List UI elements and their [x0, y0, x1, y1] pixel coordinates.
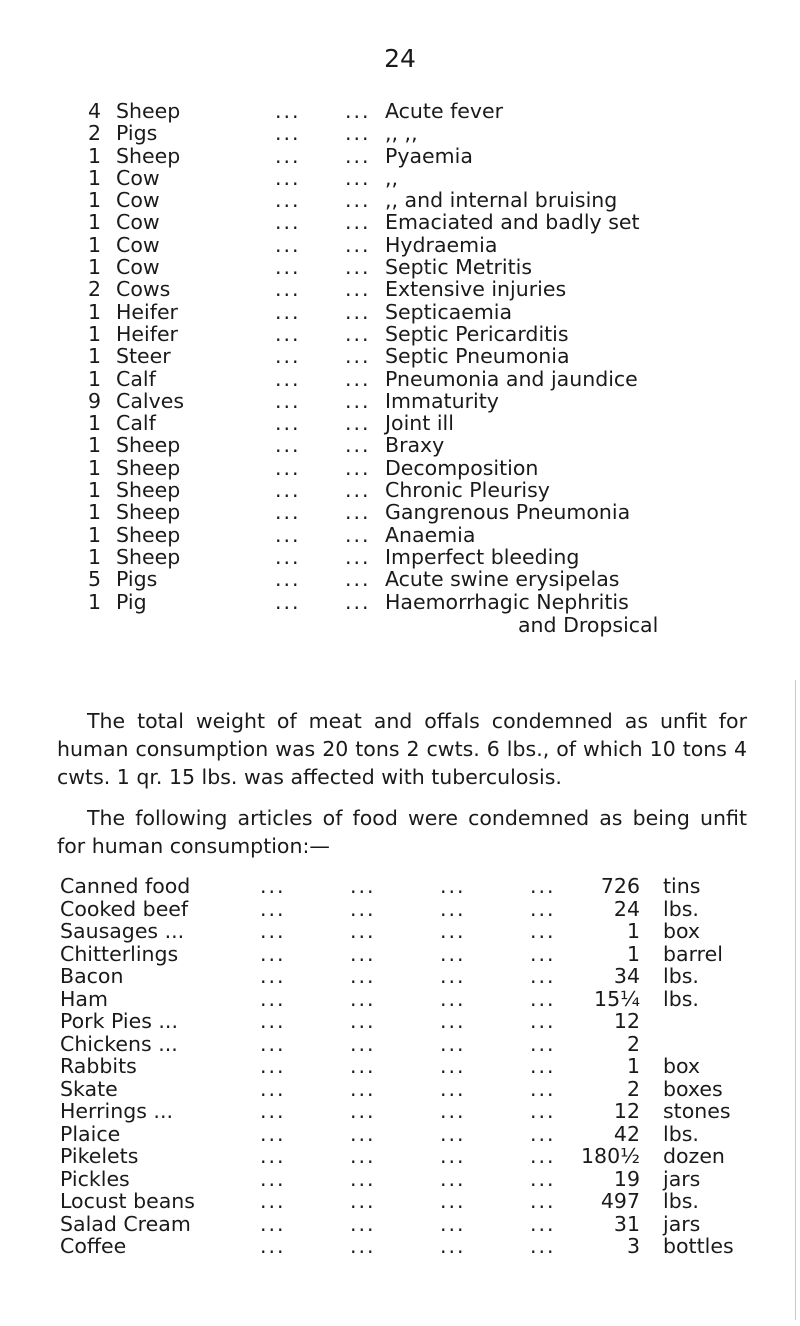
- leader-dots: ...: [350, 919, 376, 943]
- leader-dots: ...: [275, 277, 301, 302]
- condemned-animal-row: [85, 323, 785, 345]
- condemned-animal-row: [85, 368, 785, 390]
- food-amount: 12: [613, 1099, 640, 1123]
- animal-quantity: 1: [87, 500, 101, 525]
- food-unit: boxes: [663, 1076, 723, 1101]
- leader-dots: ...: [440, 1031, 466, 1056]
- leader-dots: ...: [440, 941, 466, 966]
- leader-dots: ...: [275, 344, 301, 369]
- leader-dots: ...: [345, 455, 371, 480]
- leader-dots: ...: [275, 188, 301, 213]
- animal-quantity: 1: [87, 478, 101, 503]
- animal-condition: Chronic Pleurisy: [385, 478, 550, 503]
- food-unit: bottles: [663, 1234, 734, 1258]
- food-item: Coffee: [60, 1234, 127, 1258]
- condemned-animal-row: [85, 546, 785, 568]
- condemned-animal-row: [85, 591, 785, 613]
- food-unit: barrel: [663, 941, 723, 966]
- animal-condition: Anaemia: [385, 522, 476, 547]
- animal-condition: Pneumonia and jaundice: [385, 366, 638, 391]
- leader-dots: ...: [260, 1031, 286, 1056]
- animal-type: Sheep: [116, 544, 181, 569]
- leader-dots: ...: [530, 1121, 556, 1146]
- animal-condition: Joint ill: [385, 411, 454, 436]
- leader-dots: ...: [260, 1211, 286, 1236]
- food-row: [60, 943, 780, 966]
- animal-type: Sheep: [116, 478, 181, 503]
- food-item: Skate: [60, 1076, 118, 1101]
- paragraph-total-weight: [57, 707, 747, 791]
- animal-condition: Immaturity: [385, 388, 499, 413]
- condemned-animal-row: [85, 301, 785, 323]
- leader-dots: ...: [275, 411, 301, 436]
- food-unit: stones: [663, 1099, 731, 1123]
- food-amount: 2: [626, 1031, 640, 1056]
- leader-dots: ...: [350, 1166, 376, 1191]
- leader-dots: ...: [275, 366, 301, 391]
- leader-dots: ...: [260, 1121, 286, 1146]
- food-row: [60, 875, 780, 898]
- food-item: Pork Pies ...: [60, 1009, 178, 1033]
- leader-dots: ...: [530, 1054, 556, 1078]
- leader-dots: ...: [350, 1121, 376, 1146]
- animal-quantity: 1: [87, 522, 101, 547]
- food-unit: lbs.: [663, 964, 699, 988]
- leader-dots: ...: [260, 1076, 286, 1101]
- food-row: [60, 1078, 780, 1101]
- leader-dots: ...: [350, 1009, 376, 1033]
- leader-dots: ...: [440, 919, 466, 943]
- food-row: [60, 1213, 780, 1236]
- food-unit: lbs.: [663, 896, 699, 921]
- animal-condition: ,, and internal bruising: [385, 188, 618, 213]
- page-edge-line: [795, 680, 796, 1320]
- leader-dots: ...: [350, 1076, 376, 1101]
- animal-type: Sheep: [116, 455, 181, 480]
- leader-dots: ...: [345, 299, 371, 324]
- leader-dots: ...: [345, 500, 371, 525]
- animal-condition: Hydraemia: [385, 232, 498, 257]
- leader-dots: ...: [440, 1234, 466, 1258]
- food-row: [60, 1168, 780, 1191]
- food-row: [60, 898, 780, 921]
- food-row: [60, 1010, 780, 1033]
- leader-dots: ...: [260, 941, 286, 966]
- food-amount: 1: [626, 1054, 640, 1078]
- leader-dots: ...: [275, 121, 301, 146]
- condemned-animal-row: [85, 412, 785, 434]
- food-amount: 31: [613, 1211, 640, 1236]
- food-row: [60, 988, 780, 1011]
- food-item: Rabbits: [60, 1054, 137, 1078]
- leader-dots: ...: [260, 1054, 286, 1078]
- animal-quantity: 4: [87, 99, 101, 123]
- animal-condition: Extensive injuries: [385, 277, 567, 302]
- animal-condition: Imperfect bleeding: [385, 544, 580, 569]
- leader-dots: ...: [350, 896, 376, 921]
- condemned-animal-row: [85, 189, 785, 211]
- condemned-animal-row: [85, 145, 785, 167]
- leader-dots: ...: [345, 544, 371, 569]
- leader-dots: ...: [440, 874, 466, 898]
- food-row: [60, 1055, 780, 1078]
- leader-dots: ...: [260, 896, 286, 921]
- leader-dots: ...: [530, 964, 556, 988]
- leader-dots: ...: [260, 986, 286, 1011]
- animal-type: Cow: [116, 165, 160, 190]
- leader-dots: ...: [345, 567, 371, 592]
- leader-dots: ...: [345, 232, 371, 257]
- food-row: [60, 1190, 780, 1213]
- food-unit: lbs.: [663, 1121, 699, 1146]
- food-unit: dozen: [663, 1144, 725, 1168]
- condemned-animal-row: [85, 278, 785, 300]
- animal-quantity: 1: [87, 143, 101, 168]
- leader-dots: ...: [345, 121, 371, 146]
- paragraph-total-weight-text: The total weight of meat and offals condemned as unfit for human consumption was 20 tons 2 cwts. 6 lbs., of which 10 tons 4 cwts. 1 qr. 15 lbs. was affected with tuberculosis.: [57, 709, 747, 789]
- leader-dots: ...: [345, 388, 371, 413]
- food-amount: 180½: [581, 1144, 640, 1168]
- leader-dots: ...: [530, 986, 556, 1011]
- leader-dots: ...: [345, 210, 371, 235]
- food-unit: lbs.: [663, 986, 699, 1011]
- animal-condition: Septicaemia: [385, 299, 513, 324]
- leader-dots: ...: [275, 143, 301, 168]
- animal-type: Sheep: [116, 522, 181, 547]
- leader-dots: ...: [275, 522, 301, 547]
- leader-dots: ...: [530, 1144, 556, 1168]
- leader-dots: ...: [350, 1189, 376, 1213]
- animal-type: Calf: [116, 366, 156, 391]
- condemned-animal-row: [85, 568, 785, 590]
- leader-dots: ...: [345, 366, 371, 391]
- leader-dots: ...: [440, 1144, 466, 1168]
- animal-condition: ,,: [385, 165, 399, 190]
- animal-quantity: 1: [87, 210, 101, 235]
- animal-condition: Septic Pericarditis: [385, 321, 569, 346]
- leader-dots: ...: [440, 1054, 466, 1078]
- leader-dots: ...: [530, 1234, 556, 1258]
- leader-dots: ...: [275, 388, 301, 413]
- leader-dots: ...: [275, 99, 301, 123]
- animal-type: Sheep: [116, 433, 181, 458]
- leader-dots: ...: [350, 1031, 376, 1056]
- condemned-animal-row: [85, 211, 785, 233]
- animal-type: Cow: [116, 232, 160, 257]
- leader-dots: ...: [260, 1189, 286, 1213]
- leader-dots: ...: [275, 455, 301, 480]
- animal-condition: Septic Metritis: [385, 255, 533, 280]
- food-row: [60, 1100, 780, 1123]
- leader-dots: ...: [345, 321, 371, 346]
- leader-dots: ...: [345, 433, 371, 458]
- leader-dots: ...: [275, 232, 301, 257]
- leader-dots: ...: [350, 1054, 376, 1078]
- leader-dots: ...: [440, 896, 466, 921]
- animal-type: Pig: [116, 589, 147, 614]
- animal-condition: Haemorrhagic Nephritis: [385, 589, 629, 614]
- leader-dots: ...: [345, 522, 371, 547]
- condition-continuation: and Dropsical: [518, 612, 659, 637]
- animal-type: Cow: [116, 188, 160, 213]
- food-item: Salad Cream: [60, 1211, 191, 1236]
- food-item: Pickles: [60, 1166, 130, 1191]
- food-row: [60, 1145, 780, 1168]
- condemned-animal-row: [85, 345, 785, 367]
- leader-dots: ...: [440, 964, 466, 988]
- animal-quantity: 9: [87, 388, 101, 413]
- leader-dots: ...: [345, 589, 371, 614]
- leader-dots: ...: [530, 1166, 556, 1191]
- condemned-animal-row: [85, 457, 785, 479]
- leader-dots: ...: [440, 1189, 466, 1213]
- leader-dots: ...: [275, 544, 301, 569]
- leader-dots: ...: [530, 874, 556, 898]
- condition-continuation-row: [85, 613, 785, 637]
- food-unit: box: [663, 1054, 701, 1078]
- leader-dots: ...: [530, 941, 556, 966]
- leader-dots: ...: [530, 1031, 556, 1056]
- condemned-animal-row: [85, 501, 785, 523]
- paragraph-articles: [57, 804, 747, 860]
- leader-dots: ...: [260, 1144, 286, 1168]
- animal-condition: Emaciated and badly set: [385, 210, 640, 235]
- leader-dots: ...: [345, 188, 371, 213]
- leader-dots: ...: [275, 321, 301, 346]
- animal-quantity: 1: [87, 411, 101, 436]
- food-unit: lbs.: [663, 1189, 699, 1213]
- food-item: Chitterlings: [60, 941, 179, 966]
- animal-type: Calf: [116, 411, 156, 436]
- animal-type: Steer: [116, 344, 171, 369]
- food-item: Ham: [60, 986, 108, 1011]
- page-number: 24: [384, 44, 416, 73]
- leader-dots: ...: [345, 277, 371, 302]
- food-row: [60, 1235, 780, 1258]
- animal-quantity: 1: [87, 366, 101, 391]
- food-row: [60, 965, 780, 988]
- food-amount: 15¼: [594, 986, 640, 1011]
- animal-type: Pigs: [116, 567, 158, 592]
- leader-dots: ...: [350, 1234, 376, 1258]
- condemned-animal-row: [85, 100, 785, 122]
- food-item: Plaice: [60, 1121, 121, 1146]
- animal-quantity: 1: [87, 455, 101, 480]
- animal-type: Sheep: [116, 500, 181, 525]
- leader-dots: ...: [345, 344, 371, 369]
- food-amount: 2: [626, 1076, 640, 1101]
- animal-type: Cow: [116, 210, 160, 235]
- animal-quantity: 1: [87, 232, 101, 257]
- condemned-animal-row: [85, 524, 785, 546]
- leader-dots: ...: [530, 1076, 556, 1101]
- condemned-animal-row: [85, 256, 785, 278]
- animal-quantity: 1: [87, 433, 101, 458]
- animal-condition: Decomposition: [385, 455, 539, 480]
- animal-quantity: 5: [87, 567, 101, 592]
- animal-type: Heifer: [116, 321, 178, 346]
- leader-dots: ...: [345, 411, 371, 436]
- food-row: [60, 1123, 780, 1146]
- condemned-food-table: [60, 875, 780, 1258]
- leader-dots: ...: [260, 919, 286, 943]
- leader-dots: ...: [350, 1144, 376, 1168]
- leader-dots: ...: [275, 210, 301, 235]
- leader-dots: ...: [260, 1099, 286, 1123]
- leader-dots: ...: [530, 1099, 556, 1123]
- animal-quantity: 1: [87, 188, 101, 213]
- leader-dots: ...: [530, 919, 556, 943]
- leader-dots: ...: [275, 589, 301, 614]
- animal-type: Cows: [116, 277, 171, 302]
- condemned-animals-table: [85, 100, 785, 637]
- condemned-animal-row: [85, 390, 785, 412]
- leader-dots: ...: [440, 986, 466, 1011]
- animal-quantity: 1: [87, 321, 101, 346]
- food-row: [60, 920, 780, 943]
- leader-dots: ...: [350, 1211, 376, 1236]
- animal-quantity: 2: [87, 121, 101, 146]
- condemned-animal-row: [85, 479, 785, 501]
- animal-quantity: 1: [87, 255, 101, 280]
- leader-dots: ...: [350, 964, 376, 988]
- leader-dots: ...: [275, 165, 301, 190]
- leader-dots: ...: [275, 478, 301, 503]
- leader-dots: ...: [530, 1211, 556, 1236]
- leader-dots: ...: [440, 1076, 466, 1101]
- food-item: Chickens ...: [60, 1031, 178, 1056]
- condemned-animal-row: [85, 434, 785, 456]
- leader-dots: ...: [440, 1009, 466, 1033]
- leader-dots: ...: [440, 1121, 466, 1146]
- animal-type: Sheep: [116, 143, 181, 168]
- leader-dots: ...: [275, 255, 301, 280]
- leader-dots: ...: [275, 500, 301, 525]
- condemned-animal-row: [85, 167, 785, 189]
- paragraph-articles-text: The following articles of food were condemned as being unfit for human consumption:—: [57, 806, 747, 858]
- animal-quantity: 1: [87, 165, 101, 190]
- leader-dots: ...: [275, 567, 301, 592]
- food-item: Canned food: [60, 874, 191, 898]
- leader-dots: ...: [440, 1166, 466, 1191]
- animal-condition: Braxy: [385, 433, 445, 458]
- food-amount: 12: [613, 1009, 640, 1033]
- food-unit: box: [663, 919, 701, 943]
- food-amount: 3: [626, 1234, 640, 1258]
- leader-dots: ...: [345, 99, 371, 123]
- animal-type: Calves: [116, 388, 184, 413]
- animal-condition: Septic Pneumonia: [385, 344, 570, 369]
- food-item: Cooked beef: [60, 896, 189, 921]
- leader-dots: ...: [345, 143, 371, 168]
- leader-dots: ...: [275, 299, 301, 324]
- animal-condition: Acute fever: [385, 99, 504, 123]
- leader-dots: ...: [530, 1189, 556, 1213]
- food-item: Locust beans: [60, 1189, 195, 1213]
- food-unit: tins: [663, 874, 701, 898]
- food-amount: 24: [613, 896, 640, 921]
- leader-dots: ...: [275, 433, 301, 458]
- animal-quantity: 1: [87, 589, 101, 614]
- leader-dots: ...: [260, 1234, 286, 1258]
- leader-dots: ...: [350, 941, 376, 966]
- food-item: Pikelets: [60, 1144, 139, 1168]
- animal-condition: ,, ,,: [385, 121, 418, 146]
- food-amount: 1: [626, 941, 640, 966]
- animal-condition: Acute swine erysipelas: [385, 567, 620, 592]
- food-item: Sausages ...: [60, 919, 185, 943]
- animal-quantity: 1: [87, 299, 101, 324]
- animal-quantity: 2: [87, 277, 101, 302]
- food-amount: 19: [613, 1166, 640, 1191]
- food-amount: 42: [613, 1121, 640, 1146]
- leader-dots: ...: [345, 478, 371, 503]
- leader-dots: ...: [350, 986, 376, 1011]
- leader-dots: ...: [260, 1166, 286, 1191]
- food-amount: 1: [626, 919, 640, 943]
- animal-type: Pigs: [116, 121, 158, 146]
- leader-dots: ...: [260, 964, 286, 988]
- food-row: [60, 1033, 780, 1056]
- leader-dots: ...: [530, 1009, 556, 1033]
- leader-dots: ...: [345, 255, 371, 280]
- leader-dots: ...: [260, 1009, 286, 1033]
- food-amount: 34: [613, 964, 640, 988]
- leader-dots: ...: [350, 874, 376, 898]
- food-amount: 726: [600, 874, 640, 898]
- food-unit: jars: [663, 1211, 701, 1236]
- food-item: Herrings ...: [60, 1099, 173, 1123]
- leader-dots: ...: [440, 1211, 466, 1236]
- leader-dots: ...: [350, 1099, 376, 1123]
- animal-type: Cow: [116, 255, 160, 280]
- condemned-animal-row: [85, 234, 785, 256]
- leader-dots: ...: [530, 896, 556, 921]
- food-amount: 497: [600, 1189, 640, 1213]
- leader-dots: ...: [345, 165, 371, 190]
- animal-quantity: 1: [87, 344, 101, 369]
- food-item: Bacon: [60, 964, 124, 988]
- animal-quantity: 1: [87, 544, 101, 569]
- animal-condition: Pyaemia: [385, 143, 473, 168]
- animal-type: Sheep: [116, 99, 181, 123]
- leader-dots: ...: [260, 874, 286, 898]
- animal-type: Heifer: [116, 299, 178, 324]
- leader-dots: ...: [440, 1099, 466, 1123]
- condemned-animal-row: [85, 122, 785, 144]
- food-unit: jars: [663, 1166, 701, 1191]
- animal-condition: Gangrenous Pneumonia: [385, 500, 631, 525]
